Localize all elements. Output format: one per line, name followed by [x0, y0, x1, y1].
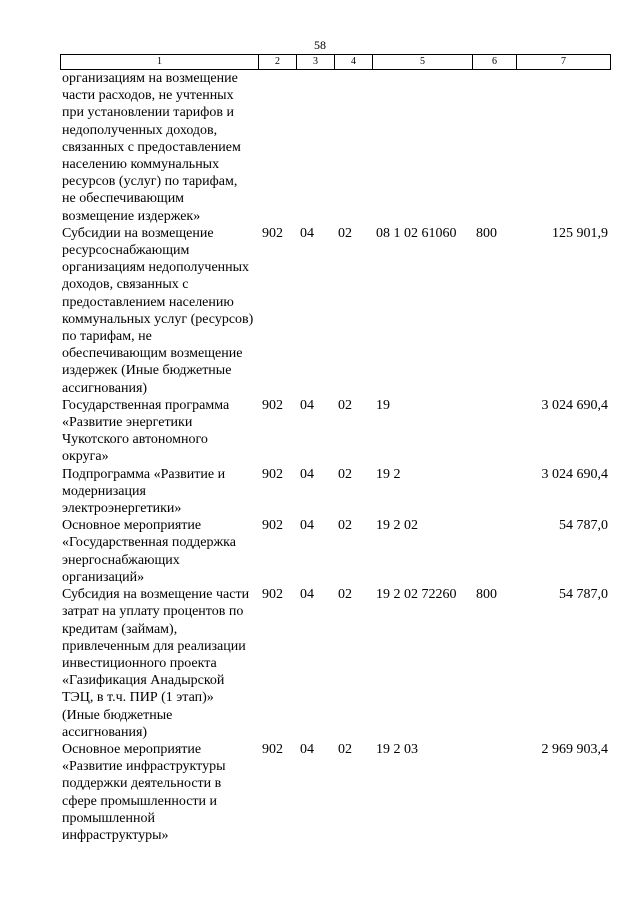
row-amount: 54 787,0	[559, 518, 608, 534]
column-header: 2	[259, 55, 297, 70]
row-name: Субсидия на возмещение части затрат на уплату процентов по кредитам (займам), привлеченным для реализации инвестиционного проекта «Газификация Анадырской ТЭЦ, в т.ч. ПИР (1 этап)» (Иные бюджетные ассигнования)	[62, 587, 250, 740]
table-row	[60, 741, 610, 844]
row-expense-type	[472, 70, 516, 225]
row-expense-type: 800	[476, 225, 497, 241]
row-subsection	[334, 70, 372, 225]
row-amount	[516, 70, 610, 225]
row-target: 19	[376, 397, 390, 413]
row-expense-type	[472, 466, 516, 518]
row-target	[372, 70, 472, 225]
row-name: Подпрограмма «Развитие и модернизация электроэнергетики»	[62, 466, 226, 517]
column-header: 6	[473, 55, 517, 70]
row-ministry: 902	[262, 225, 283, 241]
row-section: 04	[300, 587, 314, 603]
row-name: Государственная программа «Развитие энергетики Чукотского автономного округа»	[62, 397, 230, 465]
column-header: 7	[517, 55, 611, 70]
row-name: организациям на возмещение части расходов, не учтенных при установлении тарифов и недополученных доходов, связанных с предоставлением населению коммунальных ресурсов (услуг) по тарифам, не обеспечивающим возмещение издержек»	[62, 71, 241, 224]
row-ministry: 902	[262, 741, 283, 757]
row-ministry: 902	[262, 397, 283, 413]
row-subsection: 02	[338, 225, 352, 241]
column-header: 4	[335, 55, 373, 70]
column-header: 5	[373, 55, 473, 70]
row-subsection: 02	[338, 587, 352, 603]
row-expense-type	[472, 397, 516, 466]
column-header: 3	[297, 55, 335, 70]
row-ministry: 902	[262, 518, 283, 534]
row-name: Основное мероприятие «Государственная поддержка энергоснабжающих организаций»	[62, 518, 236, 585]
row-target: 19 2 03	[376, 741, 418, 757]
row-amount: 125 901,9	[552, 225, 608, 241]
row-amount: 54 787,0	[559, 587, 608, 603]
page-number: 58	[314, 38, 326, 52]
row-amount: 3 024 690,4	[541, 397, 608, 413]
row-target: 08 1 02 61060	[376, 225, 457, 241]
row-expense-type	[472, 741, 516, 844]
row-section	[296, 70, 334, 225]
row-subsection: 02	[338, 518, 352, 534]
row-name: Основное мероприятие «Развитие инфраструктуры поддержки деятельности в сфере промышленности и промышленной инфраструктуры»	[62, 741, 226, 843]
row-amount: 2 969 903,4	[541, 741, 608, 757]
row-section: 04	[300, 741, 314, 757]
row-section: 04	[300, 225, 314, 241]
row-section: 04	[300, 466, 314, 482]
table-row	[60, 225, 610, 397]
table-row	[60, 70, 610, 225]
row-expense-type	[472, 517, 516, 586]
table-row	[60, 397, 610, 466]
row-amount: 3 024 690,4	[541, 466, 608, 482]
row-section: 04	[300, 518, 314, 534]
table-row	[60, 466, 610, 518]
column-header-row	[60, 54, 611, 70]
table-row	[60, 517, 610, 586]
row-target: 19 2 02	[376, 518, 418, 534]
table-row	[60, 586, 610, 741]
row-subsection: 02	[338, 741, 352, 757]
row-ministry	[258, 70, 296, 225]
row-subsection: 02	[338, 397, 352, 413]
row-target: 19 2 02 72260	[376, 587, 457, 603]
row-section: 04	[300, 397, 314, 413]
row-subsection: 02	[338, 466, 352, 482]
row-target: 19 2	[376, 466, 401, 482]
row-ministry: 902	[262, 466, 283, 482]
row-ministry: 902	[262, 587, 283, 603]
row-expense-type: 800	[476, 587, 497, 603]
budget-table	[60, 70, 610, 844]
row-name: Субсидии на возмещение ресурсоснабжающим организациям недополученных доходов, связанных с предоставлением населению коммунальных услуг (ресурсов) по тарифам, не обеспечивающим возмещение издержек (Иные бюджетные ассигнования)	[62, 225, 254, 396]
column-header: 1	[61, 55, 259, 70]
